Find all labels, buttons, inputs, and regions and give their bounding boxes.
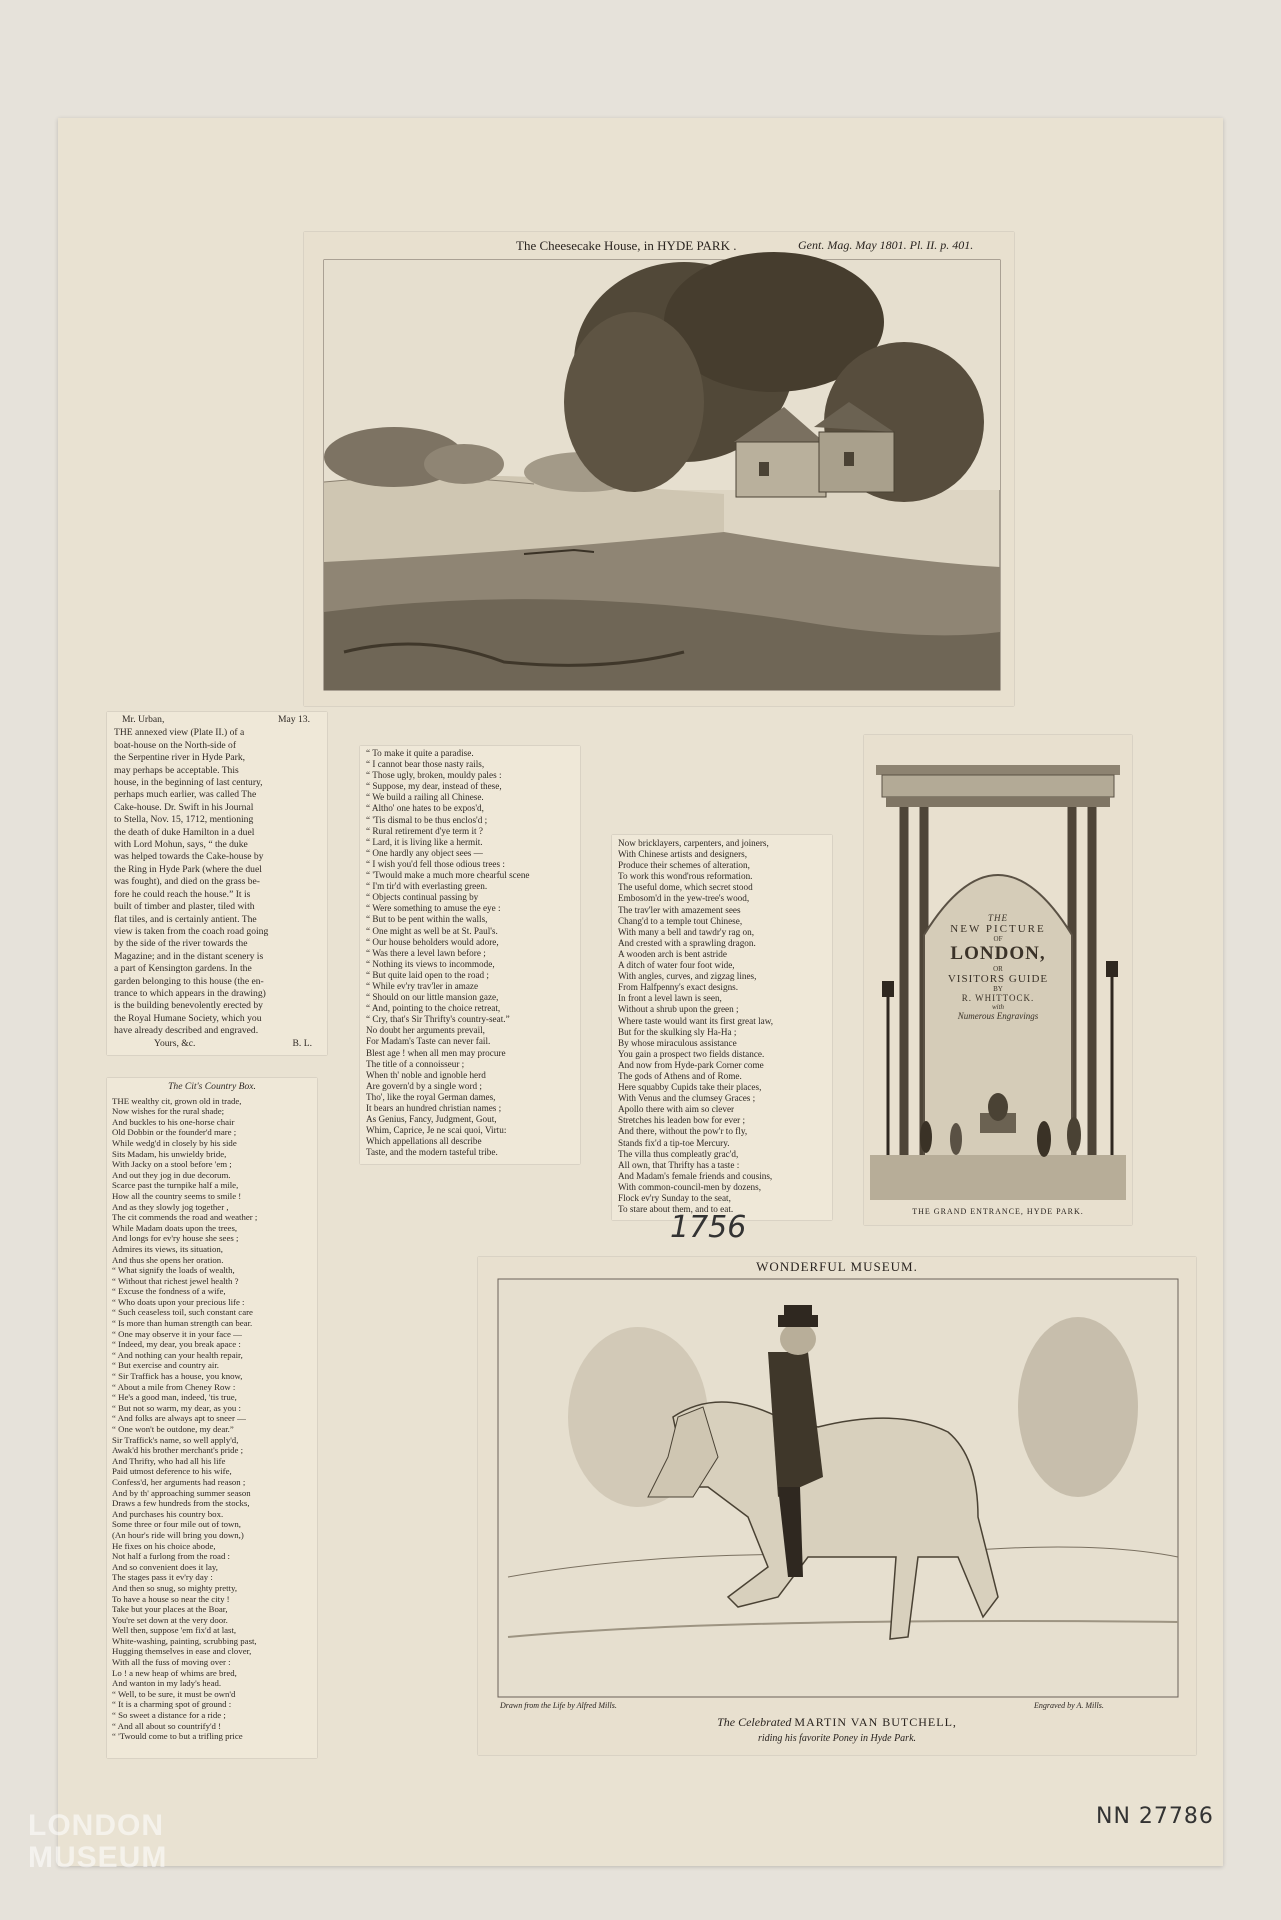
poem-line: It bears an hundred christian names ;	[366, 1103, 502, 1113]
poem-line: “ I cannot bear those nasty rails,	[366, 759, 485, 770]
poem-line: “ Those ugly, broken, mouldy pales :	[366, 770, 502, 781]
frontispiece-title-line2: LONDON,	[950, 943, 1046, 964]
poem-line: “ Excuse the fondness of a wife,	[112, 1286, 226, 1297]
letter-line: Cake-house. Dr. Swift in his Journal	[114, 801, 254, 813]
cheesecake-house-engraving	[304, 232, 1014, 706]
poem-line: “ But not so warm, my dear, as you :	[112, 1402, 241, 1413]
poem-line: Taste, and the modern tasteful tribe.	[366, 1147, 498, 1158]
poem-line: THE wealthy cit, grown old in trade,	[112, 1095, 242, 1106]
poem-line: With all the fuss of moving over :	[112, 1657, 231, 1668]
poem-line: “ Indeed, my dear, you break apace :	[112, 1339, 241, 1350]
letter-date: May 13.	[278, 714, 310, 725]
letter-line: built of timber and plaster, tiled with	[114, 901, 255, 913]
poem-line: With many a bell and tawdr'y rag on,	[618, 926, 754, 937]
poem-line: (An hour's ride will bring you down,)	[112, 1529, 244, 1540]
poem-line: You're set down at the very door.	[112, 1614, 228, 1625]
letter-line: flat tiles, and is certainly antient. The	[114, 913, 257, 925]
poem-line: The stages pass it ev'ry day :	[112, 1572, 213, 1583]
letter-initials: B. L.	[292, 1037, 312, 1049]
poem-line: “ Altho' one hates to be expos'd,	[366, 803, 484, 814]
poem-line: “ Was there a level lawn before ;	[366, 947, 486, 958]
poem-line: And as they slowly jog together ,	[112, 1201, 229, 1212]
poem-line: And now from Hyde-park Corner come	[618, 1059, 764, 1070]
letter-line: garden belonging to this house (the en-	[114, 975, 264, 987]
frontispiece-extra: Numerous Engravings	[957, 1011, 1039, 1021]
letter-line: trance to which appears in the drawing)	[114, 987, 266, 999]
frontispiece-or: OR	[993, 965, 1003, 973]
poem-line: “ Sir Traffick has a house, you know,	[112, 1371, 243, 1382]
poem-line: “ But to be pent within the walls,	[366, 914, 488, 925]
frontispiece-by: BY	[993, 985, 1003, 993]
poem-line: Take but your places at the Boar,	[112, 1604, 228, 1615]
poem-line: While wedg'd in closely by his side	[112, 1137, 237, 1148]
poem-line: By whose miraculous assistance	[618, 1037, 737, 1048]
poem-line: “ Who doats upon your precious life :	[112, 1296, 245, 1307]
poem-line: And so convenient does it lay,	[112, 1561, 218, 1572]
poem-line: Well then, suppose 'em fix'd at last,	[112, 1625, 237, 1636]
logo-line2: MUSEUM	[28, 1841, 168, 1874]
poem-line: Awak'd his brother merchant's pride ;	[112, 1445, 244, 1456]
poem-line: “ Such ceaseless toil, such constant care	[112, 1307, 253, 1318]
poem-line: “ Without that richest jewel health ?	[112, 1275, 239, 1286]
museum-header: WONDERFUL MUSEUM.	[756, 1259, 918, 1274]
poem-line: “ It is a charming spot of ground :	[112, 1699, 232, 1710]
poem-line: “ We build a railing all Chinese.	[366, 792, 484, 803]
letter-line: by the side of the river towards the	[114, 938, 248, 950]
poem-line: Embosom'd in the yew-tree's wood,	[618, 893, 750, 904]
poem-line: Apollo there with aim so clever	[618, 1104, 735, 1115]
letter-body	[114, 727, 320, 1037]
poem-line: “ I wish you'd fell those odious trees :	[366, 858, 505, 869]
poem-line: The title of a connoisseur ;	[366, 1058, 465, 1069]
poem-right-column	[612, 835, 832, 1220]
poem-line: “ Lard, it is living like a hermit.	[366, 836, 483, 847]
poem-line: Tho', like the royal German dames,	[366, 1091, 496, 1102]
engraving-title: The Cheesecake House, in HYDE PARK .	[516, 238, 737, 253]
poem-line: Sir Traffick's name, so well apply'd,	[112, 1434, 239, 1445]
poem-line: “ He's a good man, indeed, 'tis true,	[112, 1392, 237, 1403]
poem-middle-lines	[366, 748, 574, 1158]
letter-closing: Yours, &c.	[154, 1037, 196, 1049]
poem-line: The useful dome, which secret stood	[618, 882, 753, 893]
poem-line: Confess'd, her arguments had reason ;	[112, 1476, 246, 1487]
museum-title-name: MARTIN VAN BUTCHELL,	[794, 1715, 957, 1729]
poem-line: “ Well, to be sure, it must be own'd	[112, 1688, 236, 1699]
frontispiece-of: OF	[993, 935, 1003, 943]
poem-line: Where taste would want its first great law,	[618, 1015, 774, 1026]
letter-line: fore he could reach the house.” It is	[114, 888, 251, 900]
letter-line: was fought), and died on the grass be-	[114, 876, 261, 888]
letter-line: with Lord Mohun, says, “ the duke	[114, 839, 248, 851]
poem-line: To work this wond'rous reformation.	[618, 871, 753, 882]
poem-line: Paid utmost deference to his wife,	[112, 1466, 232, 1477]
poem-line: “ Is more than human strength can bear.	[112, 1318, 253, 1329]
letter-line: have already described and engraved.	[114, 1025, 259, 1037]
poem-line: Admires its views, its situation,	[112, 1243, 223, 1254]
poem-line: Scarce past the turnpike half a mile,	[112, 1180, 239, 1191]
poem-line: Old Dobbin or the founder'd mare ;	[112, 1127, 237, 1138]
poem-line: For Madam's Taste can never fail.	[366, 1036, 491, 1047]
poem-line: Stands fix'd a tip-toe Mercury.	[618, 1137, 730, 1148]
poem-line: “ To make it quite a paradise.	[366, 748, 474, 758]
frontispiece-caption: THE GRAND ENTRANCE, HYDE PARK.	[912, 1207, 1084, 1216]
poem-line: From Halfpenny's exact designs.	[618, 982, 739, 993]
accession-number: NN 27786	[1096, 1804, 1214, 1829]
poem-line: Some three or four mile out of town,	[112, 1519, 241, 1530]
letter-line: to Stella, Nov. 15, 1712, mentioning	[114, 814, 254, 826]
poem-line: “ One may observe it in your face —	[112, 1328, 242, 1339]
poem-line: The gods of Athens and of Rome.	[618, 1070, 742, 1081]
poem-line: And Thrifty, who had all his life	[112, 1455, 226, 1466]
frontispiece-author: R. WHITTOCK.	[961, 993, 1035, 1003]
poem-line: Are govern'd by a single word ;	[366, 1080, 482, 1091]
frontispiece-with: with	[991, 1003, 1005, 1011]
poem-line: “ Nothing its views to incommode,	[366, 958, 495, 969]
frontispiece-title-line3: VISITORS GUIDE	[947, 973, 1049, 985]
poem-line: With Jacky on a stool before 'em ;	[112, 1159, 232, 1170]
poem-line: No doubt her arguments prevail,	[366, 1025, 485, 1036]
poem-line: Without a shrub upon the green ;	[618, 1004, 739, 1015]
poem-left-lines	[112, 1096, 312, 1742]
poem-line: And crested with a sprawling dragon.	[618, 937, 756, 948]
poem-line: “ What signify the loads of wealth,	[112, 1265, 235, 1276]
letter-line: was helped towards the Cake-house by	[114, 851, 264, 863]
poem-line: With angles, curves, and zigzag lines,	[618, 971, 757, 982]
letter-line: THE annexed view (Plate II.) of a	[114, 727, 245, 739]
poem-line: And purchases his country box.	[112, 1508, 224, 1519]
handwritten-year: 1756	[670, 1210, 747, 1245]
poem-line: When th' noble and ignoble herd	[366, 1069, 486, 1080]
poem-line: “ About a mile from Cheney Row :	[112, 1381, 236, 1392]
poem-line: Now bricklayers, carpenters, and joiners,	[618, 838, 769, 848]
london-museum-logo	[28, 1810, 167, 1874]
poem-line: And longs for ev'ry house she sees ;	[112, 1233, 239, 1244]
poem-line: Here squabby Cupids take their places,	[618, 1082, 762, 1093]
poem-line: The cit commends the road and weather ;	[112, 1212, 258, 1223]
poem-line: “ 'Twould make a much more chearful scene	[366, 870, 530, 881]
poem-line: “ I'm tir'd with everlasting green.	[366, 881, 488, 892]
poem-line: Chang'd to a temple tout Chinese,	[618, 915, 743, 926]
poem-line: And wanton in my lady's head.	[112, 1678, 222, 1689]
poem-line: And Madam's female friends and cousins,	[618, 1170, 773, 1181]
poem-line: “ Should on our little mansion gaze,	[366, 992, 499, 1003]
poem-title: The Cit's Country Box.	[168, 1081, 256, 1092]
new-picture-of-london-frontispiece	[864, 735, 1132, 1225]
letter-line: a part of Kensington gardens. In the	[114, 963, 252, 975]
poem-line: “ Objects continual passing by	[366, 892, 479, 903]
letter-line: house, in the beginning of last century,	[114, 777, 263, 789]
poem-line: To have a house so near the city !	[112, 1593, 230, 1604]
poem-line: He fixes on his choice abode,	[112, 1540, 216, 1551]
poem-line: “ Cry, that's Sir Thrifty's country-seat.”	[366, 1014, 510, 1025]
letter-line: perhaps much earlier, was called The	[114, 789, 257, 801]
landscape-illustration	[304, 232, 1014, 706]
frontispiece-the: THE	[987, 913, 1008, 923]
poem-line: With Chinese artists and designers,	[618, 849, 747, 860]
poem-right-lines	[618, 838, 826, 1215]
poem-line: You gain a prospect two fields distance.	[618, 1048, 765, 1059]
poem-line: “ One hardly any object sees —	[366, 847, 483, 858]
engraving-reference: Gent. Mag. May 1801. Pl. II. p. 401.	[798, 238, 974, 252]
poem-line: As Genius, Fancy, Judgment, Gout,	[366, 1114, 497, 1125]
poem-cits-country-box	[107, 1078, 317, 1758]
poem-line: And buckles to his one-horse chair	[112, 1116, 235, 1127]
poem-line: “ Rural retirement d'ye term it ?	[366, 825, 483, 836]
letter-line: the Royal Humane Society, which you	[114, 1012, 262, 1024]
poem-line: With Venus and the clumsey Graces ;	[618, 1093, 756, 1104]
poem-line: And out they jog in due decorum.	[112, 1169, 231, 1180]
poem-line: “ And nothing can your health repair,	[112, 1349, 243, 1360]
poem-line: Stretches his leaden bow for ever ;	[618, 1115, 746, 1126]
poem-line: And thus she opens her oration.	[112, 1254, 224, 1265]
poem-line: Draws a few hundreds from the stocks,	[112, 1498, 250, 1509]
wonderful-museum-plate	[478, 1257, 1196, 1755]
poem-line: And then so snug, so mighty pretty,	[112, 1582, 238, 1593]
poem-middle-column	[360, 746, 580, 1164]
poem-line: “ One won't be outdone, my dear.”	[112, 1424, 234, 1434]
letter-line: Magazine; and in the distant scenery is	[114, 950, 264, 962]
museum-drawn-credit: Drawn from the Life by Alfred Mills.	[500, 1701, 617, 1710]
poem-line: A wooden arch is bent astride	[618, 948, 727, 959]
poem-line: White-washing, painting, scrubbing past,	[112, 1635, 257, 1646]
letter-line: is the building benevolently erected by	[114, 1000, 263, 1012]
poem-line: “ 'Twould come to but a trifling price	[112, 1731, 243, 1742]
frontispiece-title-line1: NEW PICTURE	[950, 923, 1046, 935]
poem-line: But for the skulking sly Ha-Ha ;	[618, 1026, 737, 1037]
poem-line: The trav'ler with amazement sees	[618, 904, 741, 915]
letter-line: the death of duke Hamilton in a duel	[114, 826, 255, 838]
poem-line: “ While ev'ry trav'ler in amaze	[366, 980, 479, 991]
letter-line: the Serpentine river in Hyde Park,	[114, 752, 246, 764]
poem-line: “ And all about so countrify'd !	[112, 1720, 222, 1731]
poem-line: And by th' approaching summer season	[112, 1487, 251, 1498]
poem-line: Hugging themselves in ease and clover,	[112, 1646, 252, 1657]
letter-clipping	[107, 712, 327, 1055]
museum-title-prefix: The Celebrated	[717, 1715, 792, 1729]
poem-line: Lo ! a new heap of whims are bred,	[112, 1667, 237, 1678]
letter-line: may perhaps be acceptable. This	[114, 764, 239, 776]
poem-line: “ Suppose, my dear, instead of these,	[366, 781, 502, 792]
logo-line1: LONDON	[28, 1809, 164, 1842]
poem-line: “ And folks are always apt to sneer —	[112, 1413, 246, 1424]
poem-line: “ And, pointing to the choice retreat,	[366, 1003, 501, 1014]
poem-line: “ So sweet a distance for a ride ;	[112, 1710, 226, 1721]
poem-line: Not half a furlong from the road :	[112, 1551, 230, 1562]
poem-line: “ But quite laid open to the road ;	[366, 969, 489, 980]
letter-salutation: Mr. Urban,	[122, 714, 165, 725]
poem-line: To stare about them, and to eat.	[618, 1204, 734, 1215]
poem-line: Blest age ! when all men may procure	[366, 1047, 506, 1058]
museum-engraved-credit: Engraved by A. Mills.	[1034, 1701, 1104, 1710]
poem-line: While Madam doats upon the trees,	[112, 1222, 238, 1233]
poem-line: “ Our house beholders would adore,	[366, 936, 499, 947]
letter-line: the Ring in Hyde Park (where the duel	[114, 863, 262, 875]
letter-line: view is taken from the coach road going	[114, 925, 269, 937]
poem-line: Sits Madam, his unwieldy bride,	[112, 1148, 227, 1159]
poem-line: “ 'Tis dismal to be thus enclos'd ;	[366, 814, 488, 825]
poem-line: The villa thus compleatly grac'd,	[618, 1148, 739, 1159]
letter-line: boat-house on the North-side of	[114, 739, 237, 751]
poem-line: “ But exercise and country air.	[112, 1360, 219, 1371]
poem-line: Whim, Caprice, Je ne scai quoi, Virtu:	[366, 1125, 507, 1136]
poem-line: And there, without the pow'r to fly,	[618, 1126, 748, 1137]
poem-line: Which appellations all describe	[366, 1136, 482, 1147]
poem-line: Flock ev'ry Sunday to the seat,	[618, 1193, 731, 1203]
poem-line: “ Were something to amuse the eye :	[366, 903, 501, 914]
museum-subtitle: riding his favorite Poney in Hyde Park.	[757, 1733, 917, 1744]
poem-line: Produce their schemes of alteration,	[618, 860, 750, 871]
poem-line: Now wishes for the rural shade;	[112, 1106, 225, 1117]
poem-line: All own, that Thrifty has a taste :	[618, 1159, 740, 1170]
poem-line: How all the country seems to smile !	[112, 1190, 242, 1201]
poem-line: In front a level lawn is seen,	[618, 993, 722, 1004]
poem-line: A ditch of water four foot wide,	[618, 960, 735, 971]
horse-rider-illustration	[478, 1257, 1196, 1755]
poem-line: “ One might as well be at St. Paul's.	[366, 925, 498, 936]
poem-line: With common-council-men by dozens,	[618, 1181, 762, 1192]
